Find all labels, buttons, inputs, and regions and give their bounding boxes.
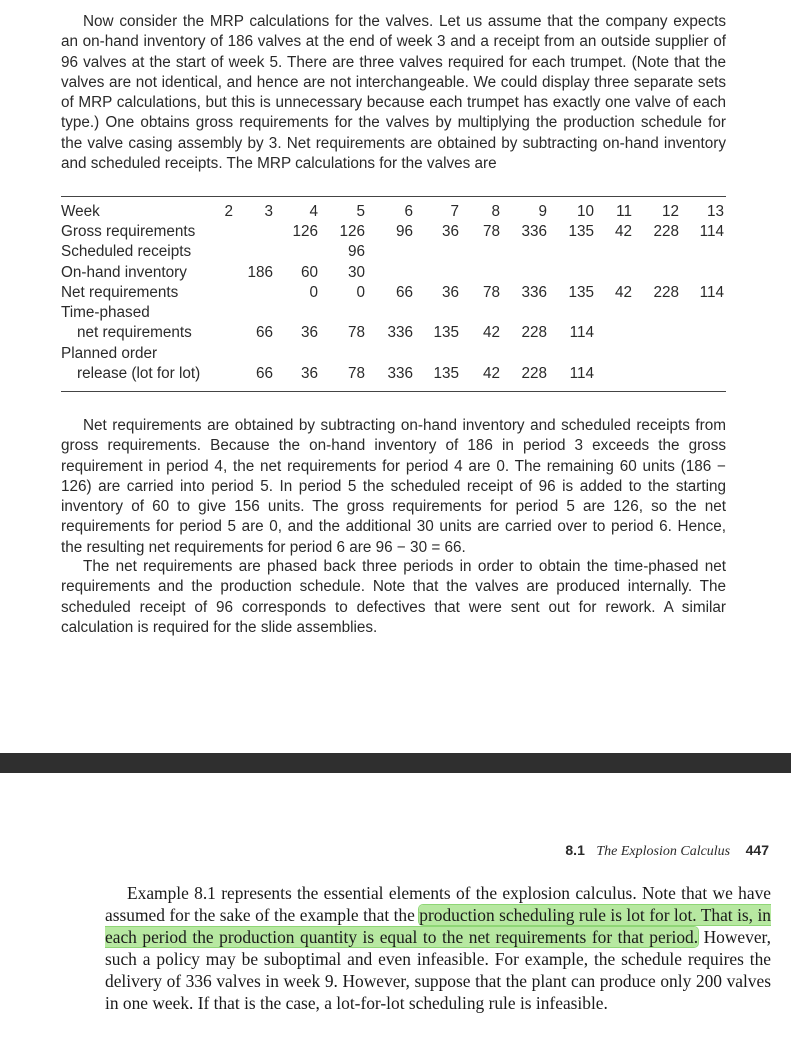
week-header-cell: 5: [356, 203, 365, 220]
week-header-cell: 12: [661, 203, 679, 220]
table-row: [61, 345, 731, 365]
table-cell: 135: [433, 365, 459, 382]
table-cell: 66: [395, 284, 413, 301]
table-cell: 114: [569, 365, 594, 382]
table-cell: 78: [482, 223, 500, 240]
table-cell: 96: [395, 223, 413, 240]
table-cell: 135: [433, 324, 459, 341]
table-cell: 336: [387, 365, 413, 382]
table-cell: 36: [300, 324, 318, 341]
table-cell: 0: [309, 284, 318, 301]
table-cell: 36: [441, 223, 459, 240]
week-header-cell: 6: [404, 203, 413, 220]
row-label: Planned order: [61, 345, 158, 362]
week-header-cell: 13: [706, 203, 724, 220]
table-cell: 42: [482, 324, 500, 341]
table-cell: 30: [347, 264, 365, 281]
table-cell: 42: [614, 284, 632, 301]
table-cell: 66: [255, 324, 273, 341]
row-label: net requirements: [77, 324, 192, 341]
week-header-cell: 3: [264, 203, 273, 220]
page-divider-band: [0, 753, 791, 773]
table-cell: 36: [441, 284, 459, 301]
lot-for-lot-paragraph: Example 8.1 represents the essential elements of the explosion calculus. Note that we have assumed for the sake of the example that the production scheduling rule is lot for lot. That is, in each period the production quantity is equal to the net requirements for that period. However, such a policy may be suboptimal and even infeasible. For example, the schedule requires the delivery of 336 valves in week 9. However, suppose that the plant can produce only 200 valves in one week. If that is the case, a lot-for-lot scheduling rule is infeasible.: [105, 883, 772, 1013]
intro-paragraph: Now consider the MRP calculations for the valves. Let us assume that the company expects an on-hand inventory of 186 valves at the end of week 3 and a receipt from an outside supplier of 96 valves at the start of week 5. There are three valves required for each trumpet. (Note that the valves are not identical, and hence are not interchangeable. We could display three separate sets of MRP calculations, but this is unnecessary because each trumpet has exactly one valve of each type.) One obtains gross requirements for the valves by multiplying the production schedule for the valve casing assembly by 3. Net requirements are obtained by subtracting on-hand inventory and scheduled receipts. The MRP calculations for the valves are: [61, 13, 726, 173]
table-cell: 228: [653, 284, 679, 301]
table-row: [61, 324, 731, 344]
table-cell: 228: [521, 365, 547, 382]
table-top-rule: [61, 196, 726, 197]
table-row: [61, 365, 731, 385]
table-cell: 66: [255, 365, 273, 382]
page-number: 447: [745, 842, 769, 858]
running-head: [565, 842, 769, 860]
row-label: Time-phased: [61, 304, 150, 321]
table-cell: 135: [568, 223, 594, 240]
row-label: release (lot for lot): [77, 365, 201, 382]
explanation-paragraph: Net requirements are obtained by subtracting on-hand inventory and scheduled receipts from gross requirements. Because the on-hand inventory of 186 in period 3 exceeds the gross requirement in period 4, the net requirements for period 4 are 0. The remaining 60 units (186 − 126) are carried into period 5. In period 5 the scheduled receipt of 96 is added to the starting inventory of 60 to give 156 units. The gross requirements for period 5 are 126, so the net requirements for period 5 are 0, and the additional 30 units are carried over to period 6. Hence, the resulting net requirements for period 6 are 96 − 30 = 66.: [61, 417, 726, 556]
table-cell: 228: [653, 223, 679, 240]
table-cell: 42: [482, 365, 500, 382]
table-cell: 60: [300, 264, 318, 281]
table-cell: 0: [356, 284, 365, 301]
table-cell: 114: [569, 324, 594, 341]
table-row: [61, 264, 731, 284]
section-number: 8.1: [565, 842, 585, 858]
table-cell: 114: [699, 223, 724, 240]
week-header-cell: 4: [309, 203, 318, 220]
table-row: [61, 203, 731, 223]
phasing-paragraph: The net requirements are phased back three periods in order to obtain the time-phased net requirements and the production schedule. Note that the valves are produced internally. The scheduled receipt of 96 corresponds to defectives that were sent out for rework. A similar calculation is required for the slide assemblies.: [61, 558, 726, 636]
highlighted-text[interactable]: production scheduling rule is lot for lot. That is, in each period the production quantity is equal to the net requirements for that period.: [105, 905, 772, 947]
table-row: [61, 284, 731, 304]
week-header-cell: 2: [224, 203, 233, 220]
table-cell: 36: [300, 365, 318, 382]
week-header-cell: 10: [576, 203, 594, 220]
table-cell: 135: [568, 284, 594, 301]
row-label: Gross requirements: [61, 223, 196, 240]
table-row: [61, 243, 731, 263]
row-label: On-hand inventory: [61, 264, 187, 281]
table-cell: 186: [247, 264, 273, 281]
table-cell: 114: [699, 284, 724, 301]
table-row: [61, 223, 731, 243]
row-label: Week: [61, 203, 100, 220]
table-cell: 42: [614, 223, 632, 240]
week-header-cell: 11: [616, 203, 632, 220]
row-label: Net requirements: [61, 284, 179, 301]
week-header-cell: 7: [450, 203, 459, 220]
table-row: [61, 304, 731, 324]
table-cell: 228: [521, 324, 547, 341]
table-cell: 336: [521, 284, 547, 301]
table-cell: 126: [339, 223, 365, 240]
table-cell: 78: [482, 284, 500, 301]
table-cell: 336: [521, 223, 547, 240]
row-label: Scheduled receipts: [61, 243, 192, 260]
week-header-cell: 9: [538, 203, 547, 220]
table-cell: 78: [347, 324, 365, 341]
table-cell: 126: [292, 223, 318, 240]
section-title: The Explosion Calculus: [596, 844, 731, 859]
table-cell: 78: [347, 365, 365, 382]
table-bottom-rule: [61, 391, 726, 392]
table-cell: 336: [387, 324, 413, 341]
week-header-cell: 8: [491, 203, 500, 220]
table-cell: 96: [347, 243, 365, 260]
